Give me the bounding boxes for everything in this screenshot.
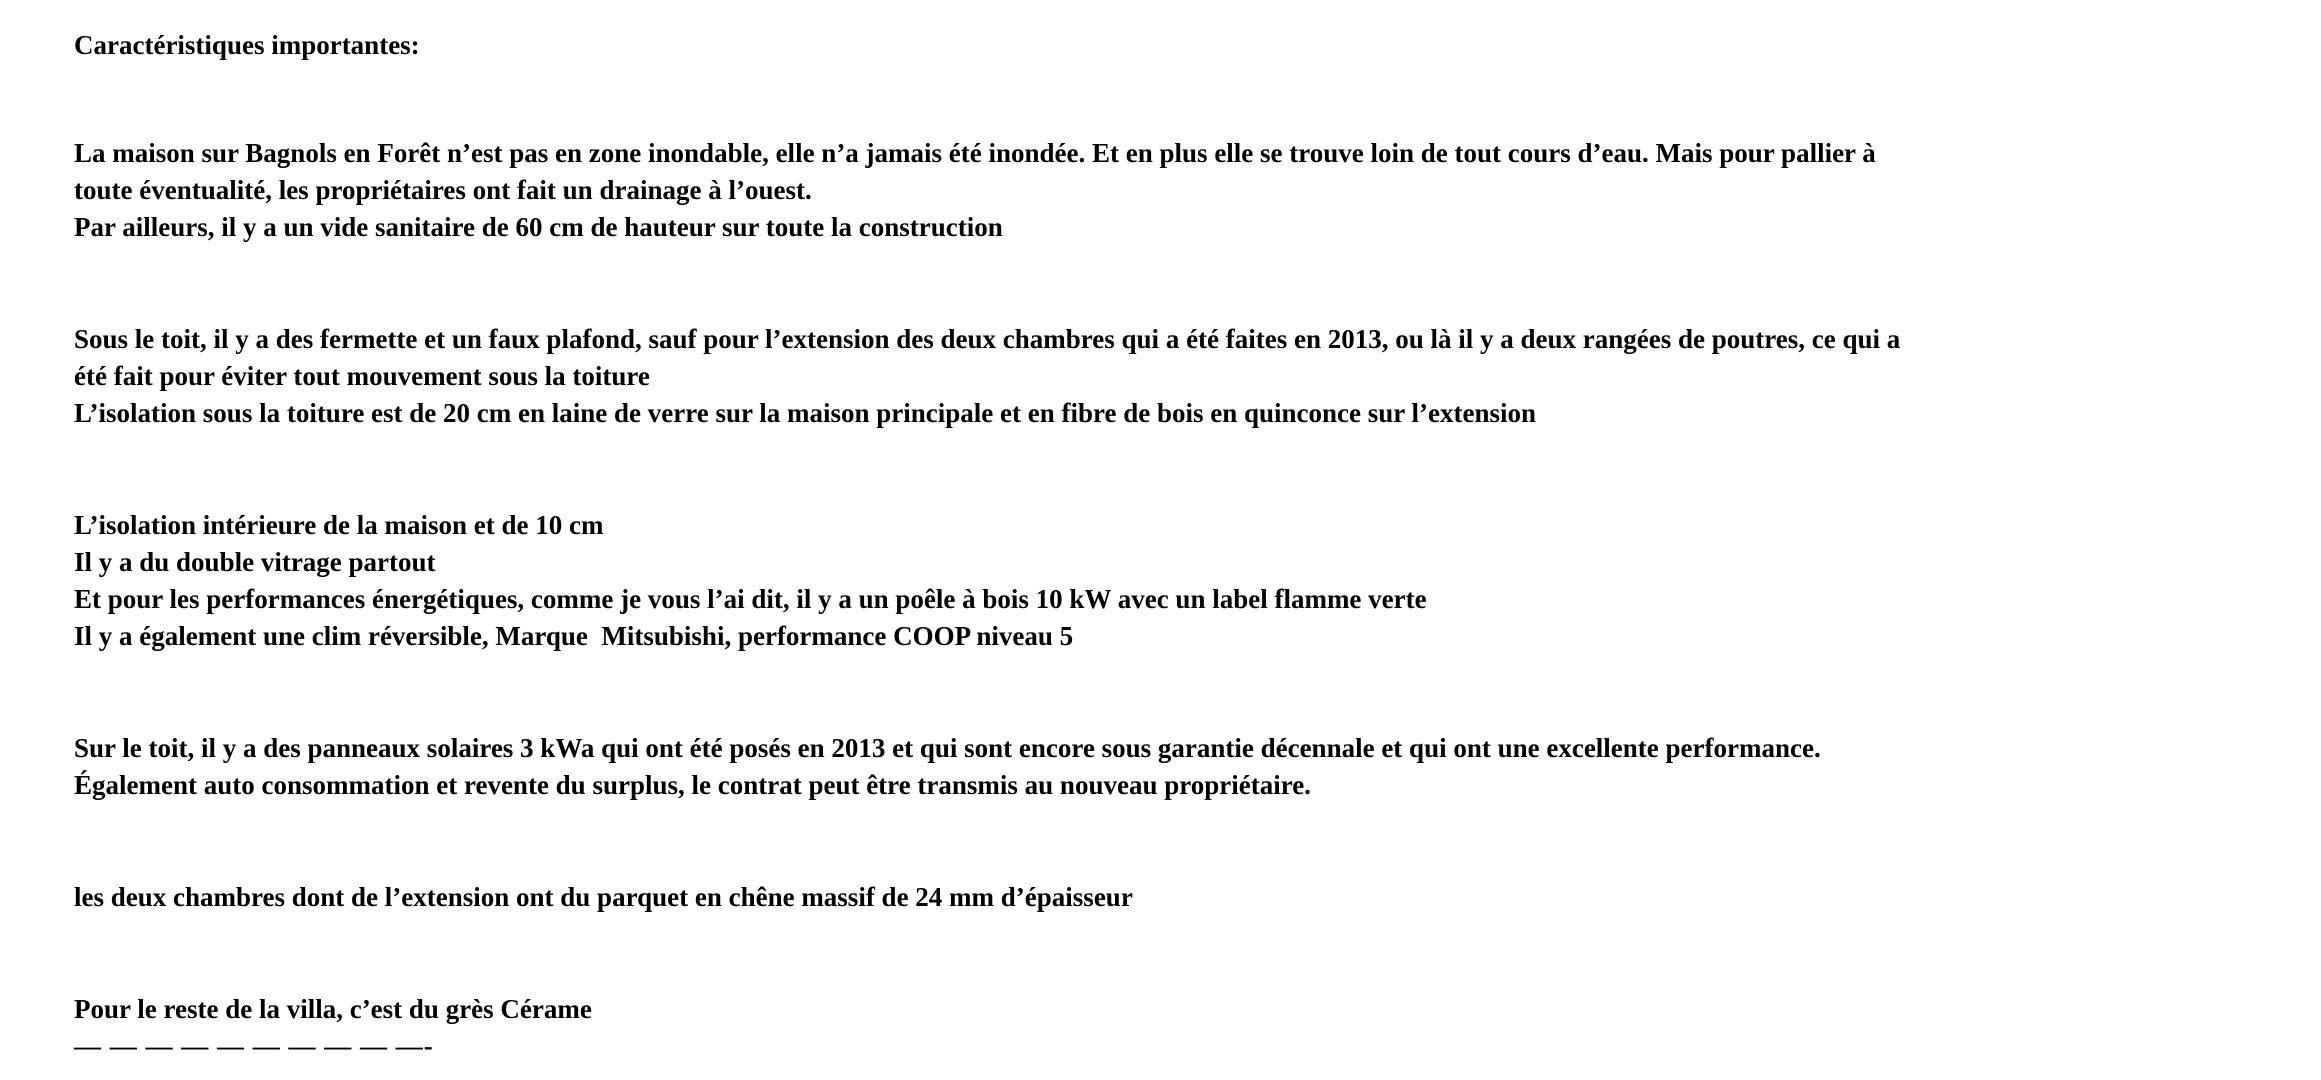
paragraph-line: La maison sur Bagnols en Forêt n’est pas en zone inondable, elle n’a jamais été inondée. Et en plus elle se trouve loin de tout cours d’eau. Mais pour pallier à [74, 138, 1876, 168]
section-flooring [74, 879, 2254, 916]
paragraph-line: Il y a également une clim réversible, Marque Mitsubishi, performance COOP niveau 5 [74, 621, 1074, 651]
paragraph-line: toute éventualité, les propriétaires ont fait un drainage à l’ouest. [74, 175, 812, 205]
paragraph-line: L’isolation intérieure de la maison et de 10 cm [74, 510, 604, 540]
paragraph-line: Sous le toit, il y a des fermette et un faux plafond, sauf pour l’extension des deux chambres qui a été faites en 2013, ou là il y a deux rangées de poutres, ce qui a [74, 324, 1901, 354]
spacer [74, 246, 2254, 321]
spacer [74, 64, 2254, 135]
dashed-divider: — — — — — — — — — —- [74, 1031, 434, 1061]
paragraph-line: Également auto consommation et revente du surplus, le contrat peut être transmis au nouveau propriétaire. [74, 770, 1311, 800]
document-body [74, 27, 2254, 1065]
paragraph-line: Sur le toit, il y a des panneaux solaires 3 kWa qui ont été posés en 2013 et qui sont encore sous garantie décennale et qui ont une excellente performance. [74, 733, 1821, 763]
paragraph-line: les deux chambres dont de l’extension ont du parquet en chêne massif de 24 mm d’épaisseur [74, 882, 1133, 912]
document-title: Caractéristiques importantes: [74, 30, 420, 60]
section-solar [74, 730, 2254, 804]
spacer [74, 916, 2254, 991]
spacer [74, 804, 2254, 879]
paragraph-line: Il y a du double vitrage partout [74, 547, 436, 577]
paragraph-line: L’isolation sous la toiture est de 20 cm en laine de verre sur la maison principale et en fibre de bois en quinconce sur l’extension [74, 398, 1537, 428]
section-roof [74, 321, 2254, 432]
paragraph-line: été fait pour éviter tout mouvement sous la toiture [74, 361, 650, 391]
spacer [74, 655, 2254, 730]
section-flood [74, 135, 2254, 246]
paragraph-line: Par ailleurs, il y a un vide sanitaire de 60 cm de hauteur sur toute la construction [74, 212, 1003, 242]
spacer [74, 432, 2254, 507]
section-insulation [74, 507, 2254, 655]
section-tiles [74, 991, 2254, 1028]
paragraph-line: Pour le reste de la villa, c’est du grès Cérame [74, 994, 592, 1024]
paragraph-line: Et pour les performances énergétiques, comme je vous l’ai dit, il y a un poêle à bois 10 kW avec un label flamme verte [74, 584, 1427, 614]
